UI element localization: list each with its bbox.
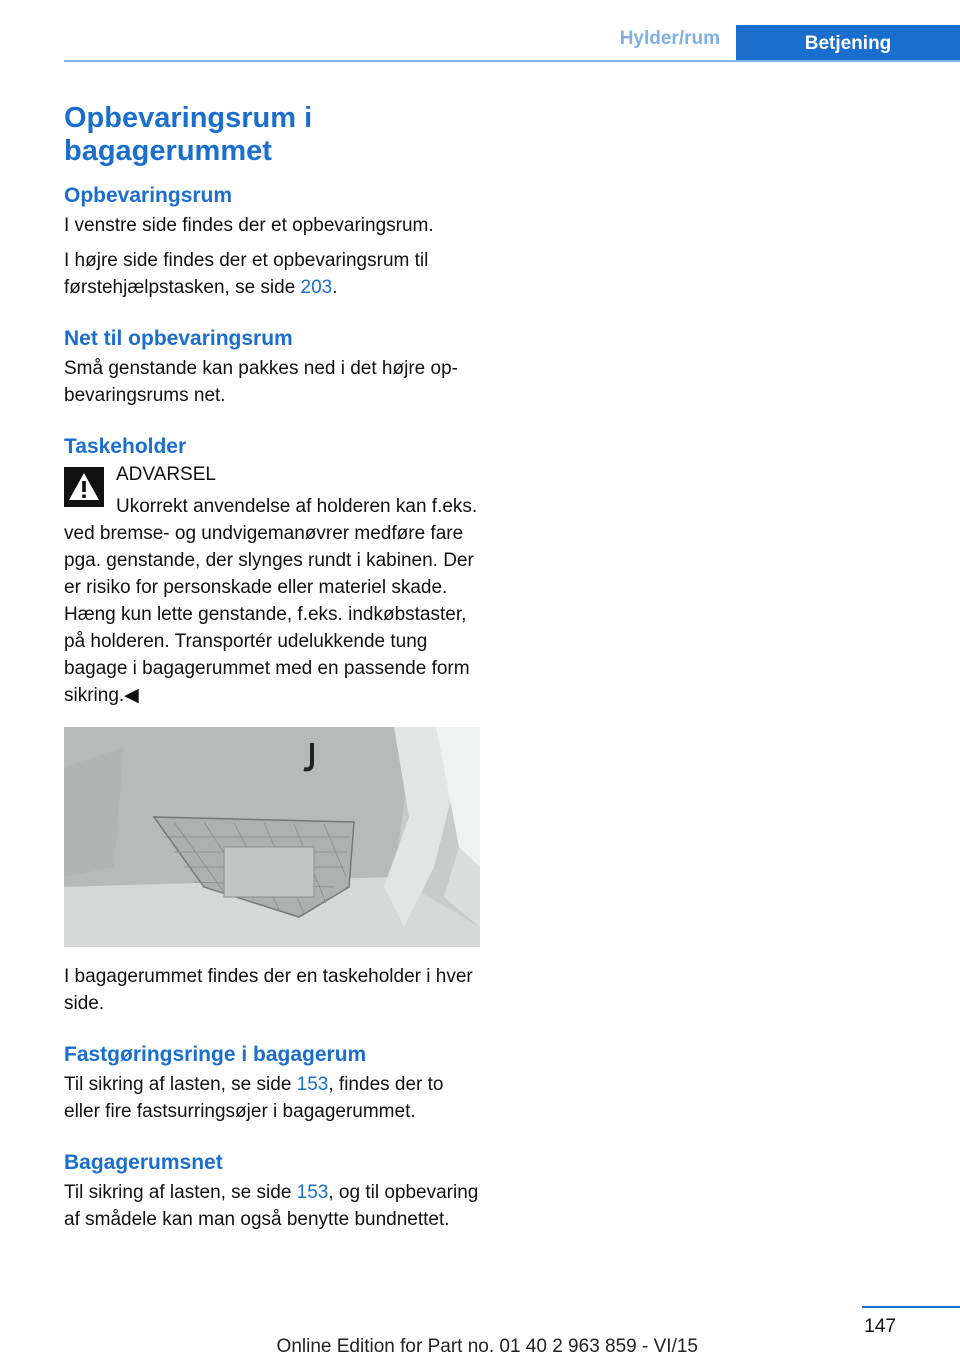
trunk-photo [64,727,480,947]
header-rule [64,60,960,62]
page-title: Opbevaringsrum i bagagerummet [64,102,313,167]
page-link-153[interactable]: 153 [296,1182,329,1203]
header-section-tab[interactable]: Hylder/rum [619,28,720,49]
page-link-203[interactable]: 203 [300,277,333,298]
footer-rule [862,1306,960,1308]
heading-taskeholder: Taskeholder [64,435,187,458]
warning-text: Ukorrekt anvendelse af holderen kan f.eks. ved bremse- og undvigemanøvrer medføre fare pga. genstande, der slynges rundt i kabinen. Der er risiko for personskade eller materiel skade. Hæng kun lette genstande, f.eks. indkøbstaster, på holderen. Transportér udelukkende tung bagage i bagagerummet med en passende form sikring.◀ [64,496,478,706]
warning-label: ADVARSEL [116,464,216,485]
heading-opbevaringsrum: Opbevaringsrum [64,184,233,207]
image-caption: I bagagerummet findes der en taskeholder i hver side. [64,966,473,1014]
header-chapter-tab[interactable]: Betjening [736,25,960,62]
paragraph: Til sikring af lasten, se side 153, findes der to eller fire fastsurringsøjer i bagagerummet. [64,1074,444,1122]
page-content [64,102,484,1241]
edition-footer: Online Edition for Part no. 01 40 2 963 859 - VI/15 [276,1336,698,1357]
paragraph: I venstre side findes der et opbevaringsrum. [64,215,434,236]
paragraph: I højre side findes der et opbevaringsrum til førstehjælpstasken, se side 203. [64,250,429,298]
paragraph: Til sikring af lasten, se side 153, og til opbevaring af smådele kan man også benytte bundnettet. [64,1182,479,1230]
heading-bagagerumsnet: Bagagerumsnet [64,1151,223,1174]
heading-net: Net til opbevaringsrum [64,327,293,350]
warning-icon [64,467,104,507]
page-number: 147 [864,1316,896,1337]
paragraph: Små genstande kan pakkes ned i det højre opbevaringsrums net. [64,358,458,406]
heading-fastgoringsringe: Fastgøringsringe i bagagerum [64,1043,367,1066]
page-link-153[interactable]: 153 [296,1074,329,1095]
